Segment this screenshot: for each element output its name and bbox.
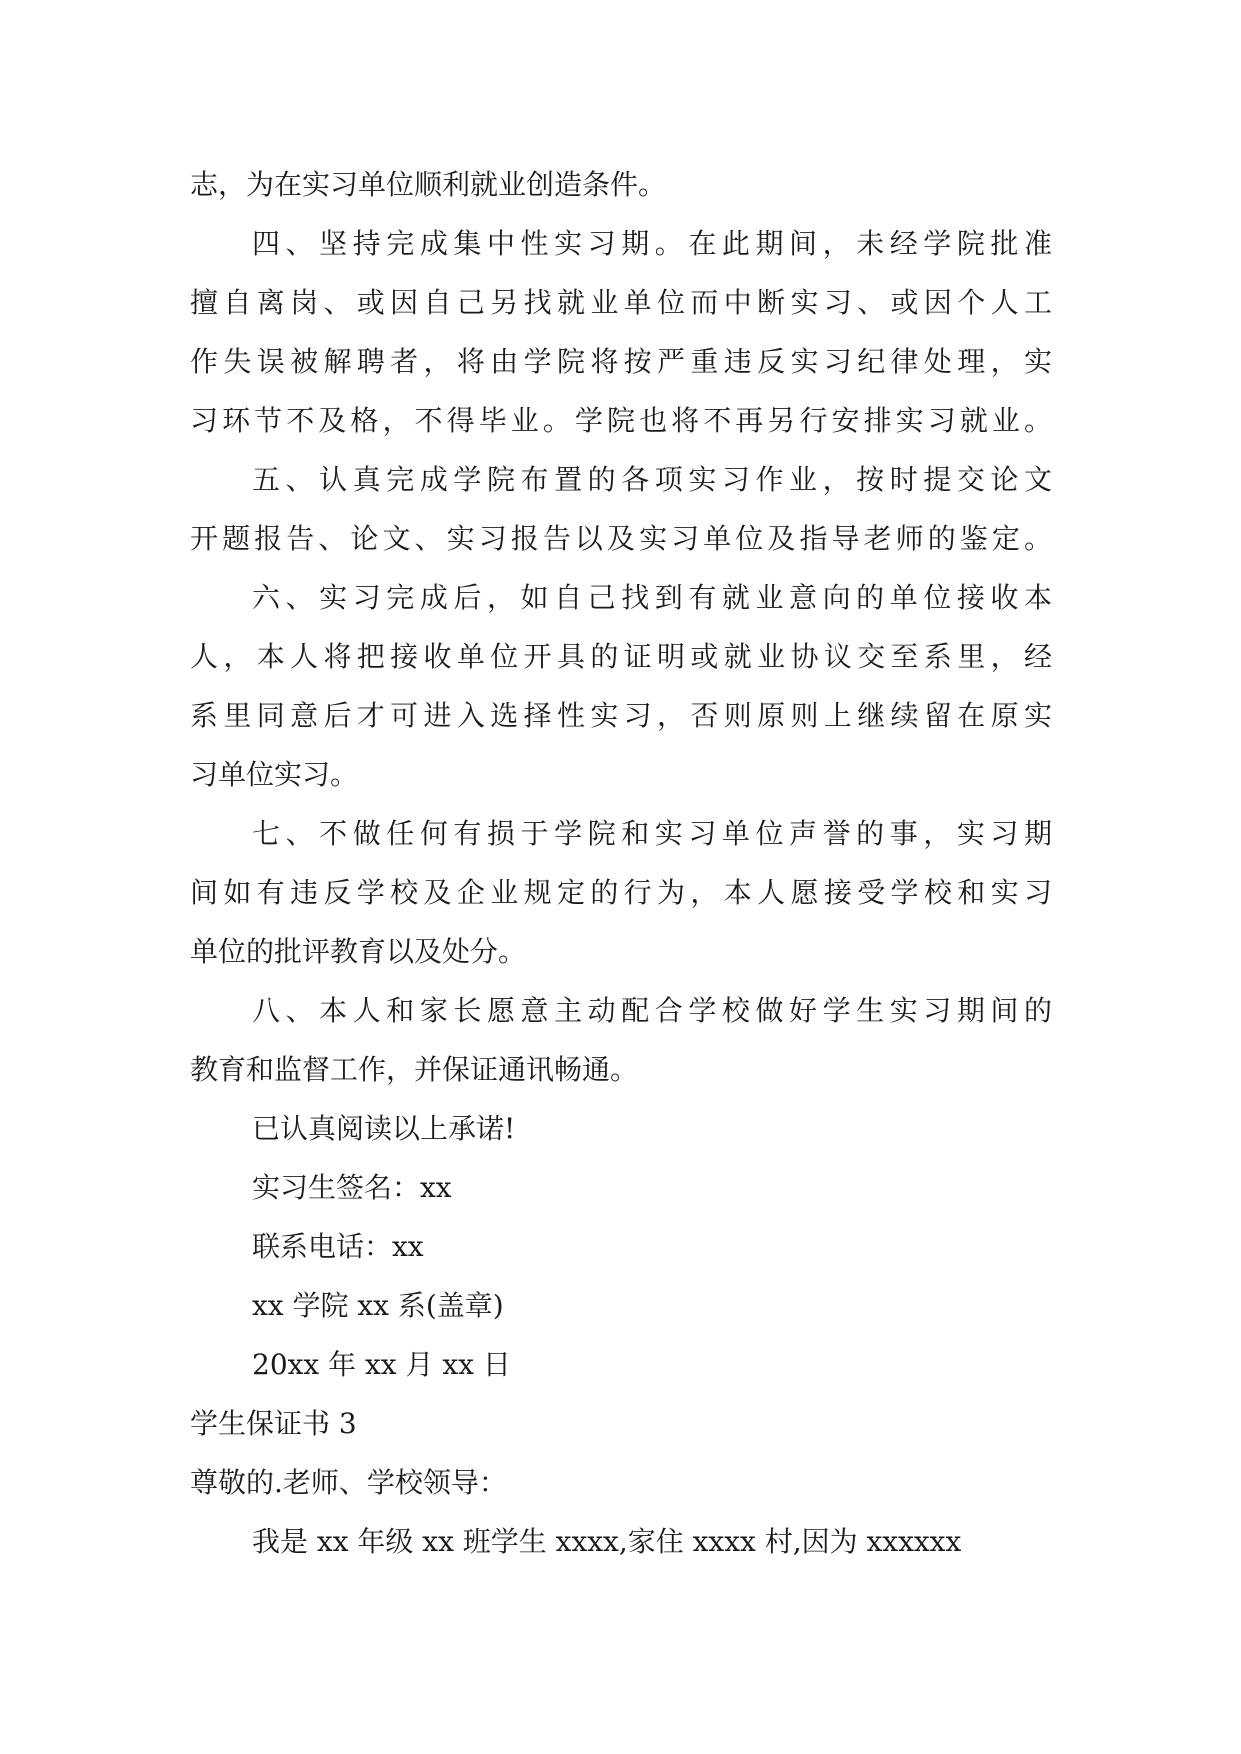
- paragraph-line: 擅自离岗、或因自己另找就业单位而中断实习、或因个人工: [190, 286, 1052, 319]
- paragraph-line: 系里同意后才可进入选择性实习，否则原则上继续留在原实: [190, 699, 1052, 732]
- paragraph-line: 志，为在实习单位顺利就业创造条件。: [190, 168, 667, 201]
- section-title: 学生保证书 3: [190, 1407, 357, 1440]
- paragraph-line: 习环节不及格，不得毕业。学院也将不再另行安排实习就业。: [190, 404, 1052, 437]
- paragraph-line: 八、本人和家长愿意主动配合学校做好学生实习期间的: [252, 994, 1052, 1027]
- seal-line: xx 学院 xx 系(盖章): [252, 1289, 504, 1322]
- paragraph-line: 六、实习完成后，如自己找到有就业意向的单位接收本: [252, 581, 1052, 614]
- date-line: 20xx 年 xx 月 xx 日: [252, 1348, 511, 1381]
- salutation-line: 尊敬的.老师、学校领导：: [190, 1466, 507, 1499]
- phone-line: 联系电话：xx: [252, 1230, 424, 1263]
- signature-line: 实习生签名：xx: [252, 1171, 452, 1204]
- paragraph-line: 教育和监督工作，并保证通讯畅通。: [190, 1053, 639, 1086]
- paragraph-line: 习单位实习。: [190, 758, 359, 791]
- paragraph-line: 人，本人将把接收单位开具的证明或就业协议交至系里，经: [190, 640, 1052, 673]
- paragraph-line: 单位的批评教育以及处分。: [190, 935, 527, 968]
- paragraph-line: 四、坚持完成集中性实习期。在此期间，未经学院批准: [252, 227, 1052, 260]
- paragraph-line: 五、认真完成学院布置的各项实习作业，按时提交论文: [252, 463, 1052, 496]
- acknowledgement-line: 已认真阅读以上承诺!: [252, 1112, 516, 1145]
- paragraph-line: 间如有违反学校及企业规定的行为，本人愿接受学校和实习: [190, 876, 1052, 909]
- paragraph-line: 我是 xx 年级 xx 班学生 xxxx,家住 xxxx 村,因为 xxxxxx: [252, 1525, 962, 1558]
- paragraph-line: 开题报告、论文、实习报告以及实习单位及指导老师的鉴定。: [190, 522, 1052, 555]
- paragraph-line: 七、不做任何有损于学院和实习单位声誉的事，实习期: [252, 817, 1052, 850]
- paragraph-line: 作失误被解聘者，将由学院将按严重违反实习纪律处理，实: [190, 345, 1052, 378]
